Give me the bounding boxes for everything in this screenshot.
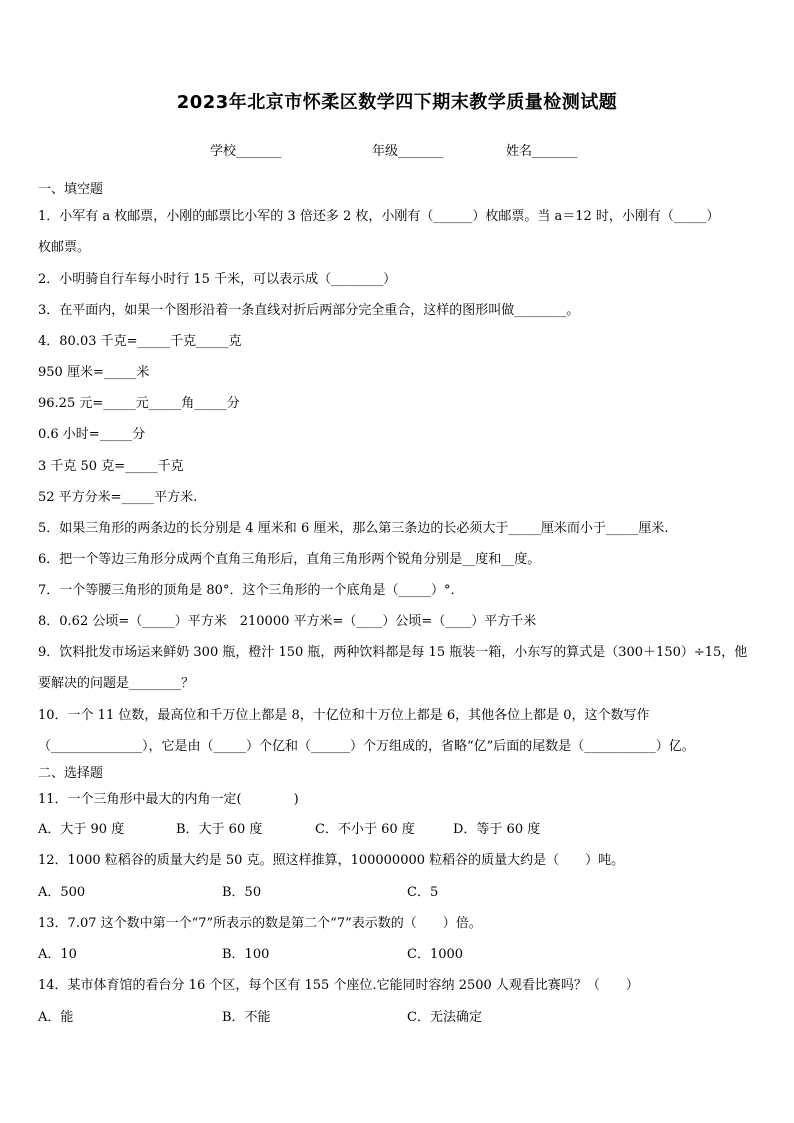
question-3: 3．在平面内，如果一个图形沿着一条直线对折后两部分完全重合，这样的图形叫做________。 <box>38 303 580 318</box>
question-13: 13．7.07 这个数中第一个“7”所表示的数是第二个“7”表示数的（ ）倍。 <box>38 916 482 931</box>
question-2: 2．小明骑自行车每小时行 15 千米，可以表示成（________） <box>38 272 397 287</box>
question-14-option-c: C．无法确定 <box>407 1010 482 1025</box>
section-multiple-choice: 二、选择题 <box>38 766 104 781</box>
question-4-line-3: 96.25 元=_____元_____角_____分 <box>38 396 240 411</box>
question-4-line-1: 4．80.03 千克=_____千克_____克 <box>38 334 242 349</box>
question-11-option-c: C．不小于 60 度 <box>315 822 415 837</box>
question-13-option-b: B．100 <box>222 947 270 962</box>
question-11-option-b: B．大于 60 度 <box>176 822 263 837</box>
question-10-line-1: 10．一个 11 位数，最高位和千万位上都是 8，十亿位和十万位上都是 6，其他各位上都是 0，这个数写作 <box>38 708 650 723</box>
question-1-line-1: 1．小军有 a 枚邮票，小刚的邮票比小军的 3 倍还多 2 枚，小刚有（______）枚邮票。当 a＝12 时，小刚有（_____） <box>38 209 720 224</box>
question-10-line-2: （______________），它是由（_____）个亿和（______）个万组成的，省略“亿”后面的尾数是（___________）亿。 <box>38 739 695 754</box>
question-11-option-a: A．大于 90 度 <box>38 822 125 837</box>
question-12: 12．1000 粒稻谷的质量大约是 50 克。照这样推算，100000000 粒稻谷的质量大约是（ ）吨。 <box>38 853 625 868</box>
question-4-line-4: 0.6 小时=_____分 <box>38 427 146 442</box>
question-9-line-2: 要解决的问题是________？ <box>38 676 195 691</box>
question-1-line-2: 枚邮票。 <box>38 240 91 255</box>
question-9-line-1: 9．饮料批发市场运来鲜奶 300 瓶，橙汁 150 瓶，两种饮料都是每 15 瓶装一箱，小东写的算式是（300＋150）÷15，他 <box>38 645 748 660</box>
question-4-line-6: 52 平方分米=_____平方米. <box>38 490 198 505</box>
grade-field: 年级_______ <box>372 144 444 159</box>
school-field: 学校_______ <box>210 144 282 159</box>
question-14-option-a: A．能 <box>38 1010 74 1025</box>
question-12-option-b: B．50 <box>222 885 262 900</box>
question-13-option-c: C．1000 <box>407 947 464 962</box>
question-12-option-c: C．5 <box>407 885 439 900</box>
question-14: 14．某市体育馆的看台分 16 个区，每个区有 155 个座位.它能同时容纳 2500 人观看比赛吗？（ ） <box>38 978 639 993</box>
question-8: 8．0.62 公顷=（_____）平方米 210000 平方米=（____）公顷=（____）平方千米 <box>38 614 537 629</box>
page-title: 2023年北京市怀柔区数学四下期末教学质量检测试题 <box>176 92 618 113</box>
section-fill-in: 一、填空题 <box>38 182 104 197</box>
question-13-option-a: A．10 <box>38 947 77 962</box>
question-12-option-a: A．500 <box>38 885 86 900</box>
question-14-option-b: B．不能 <box>222 1010 271 1025</box>
question-11: 11．一个三角形中最大的内角一定( ) <box>38 792 299 807</box>
question-4-line-2: 950 厘米=_____米 <box>38 365 150 380</box>
name-field: 姓名_______ <box>506 144 578 159</box>
question-11-option-d: D．等于 60 度 <box>453 822 541 837</box>
question-4-line-5: 3 千克 50 克=_____千克 <box>38 459 184 474</box>
question-5: 5．如果三角形的两条边的长分别是 4 厘米和 6 厘米，那么第三条边的长必须大于_____厘米而小于_____厘米. <box>38 521 669 536</box>
question-7: 7．一个等腰三角形的顶角是 80°．这个三角形的一个底角是（_____）°． <box>38 583 464 598</box>
question-6: 6．把一个等边三角形分成两个直角三角形后，直角三角形两个锐角分别是__度和__度。 <box>38 552 541 567</box>
